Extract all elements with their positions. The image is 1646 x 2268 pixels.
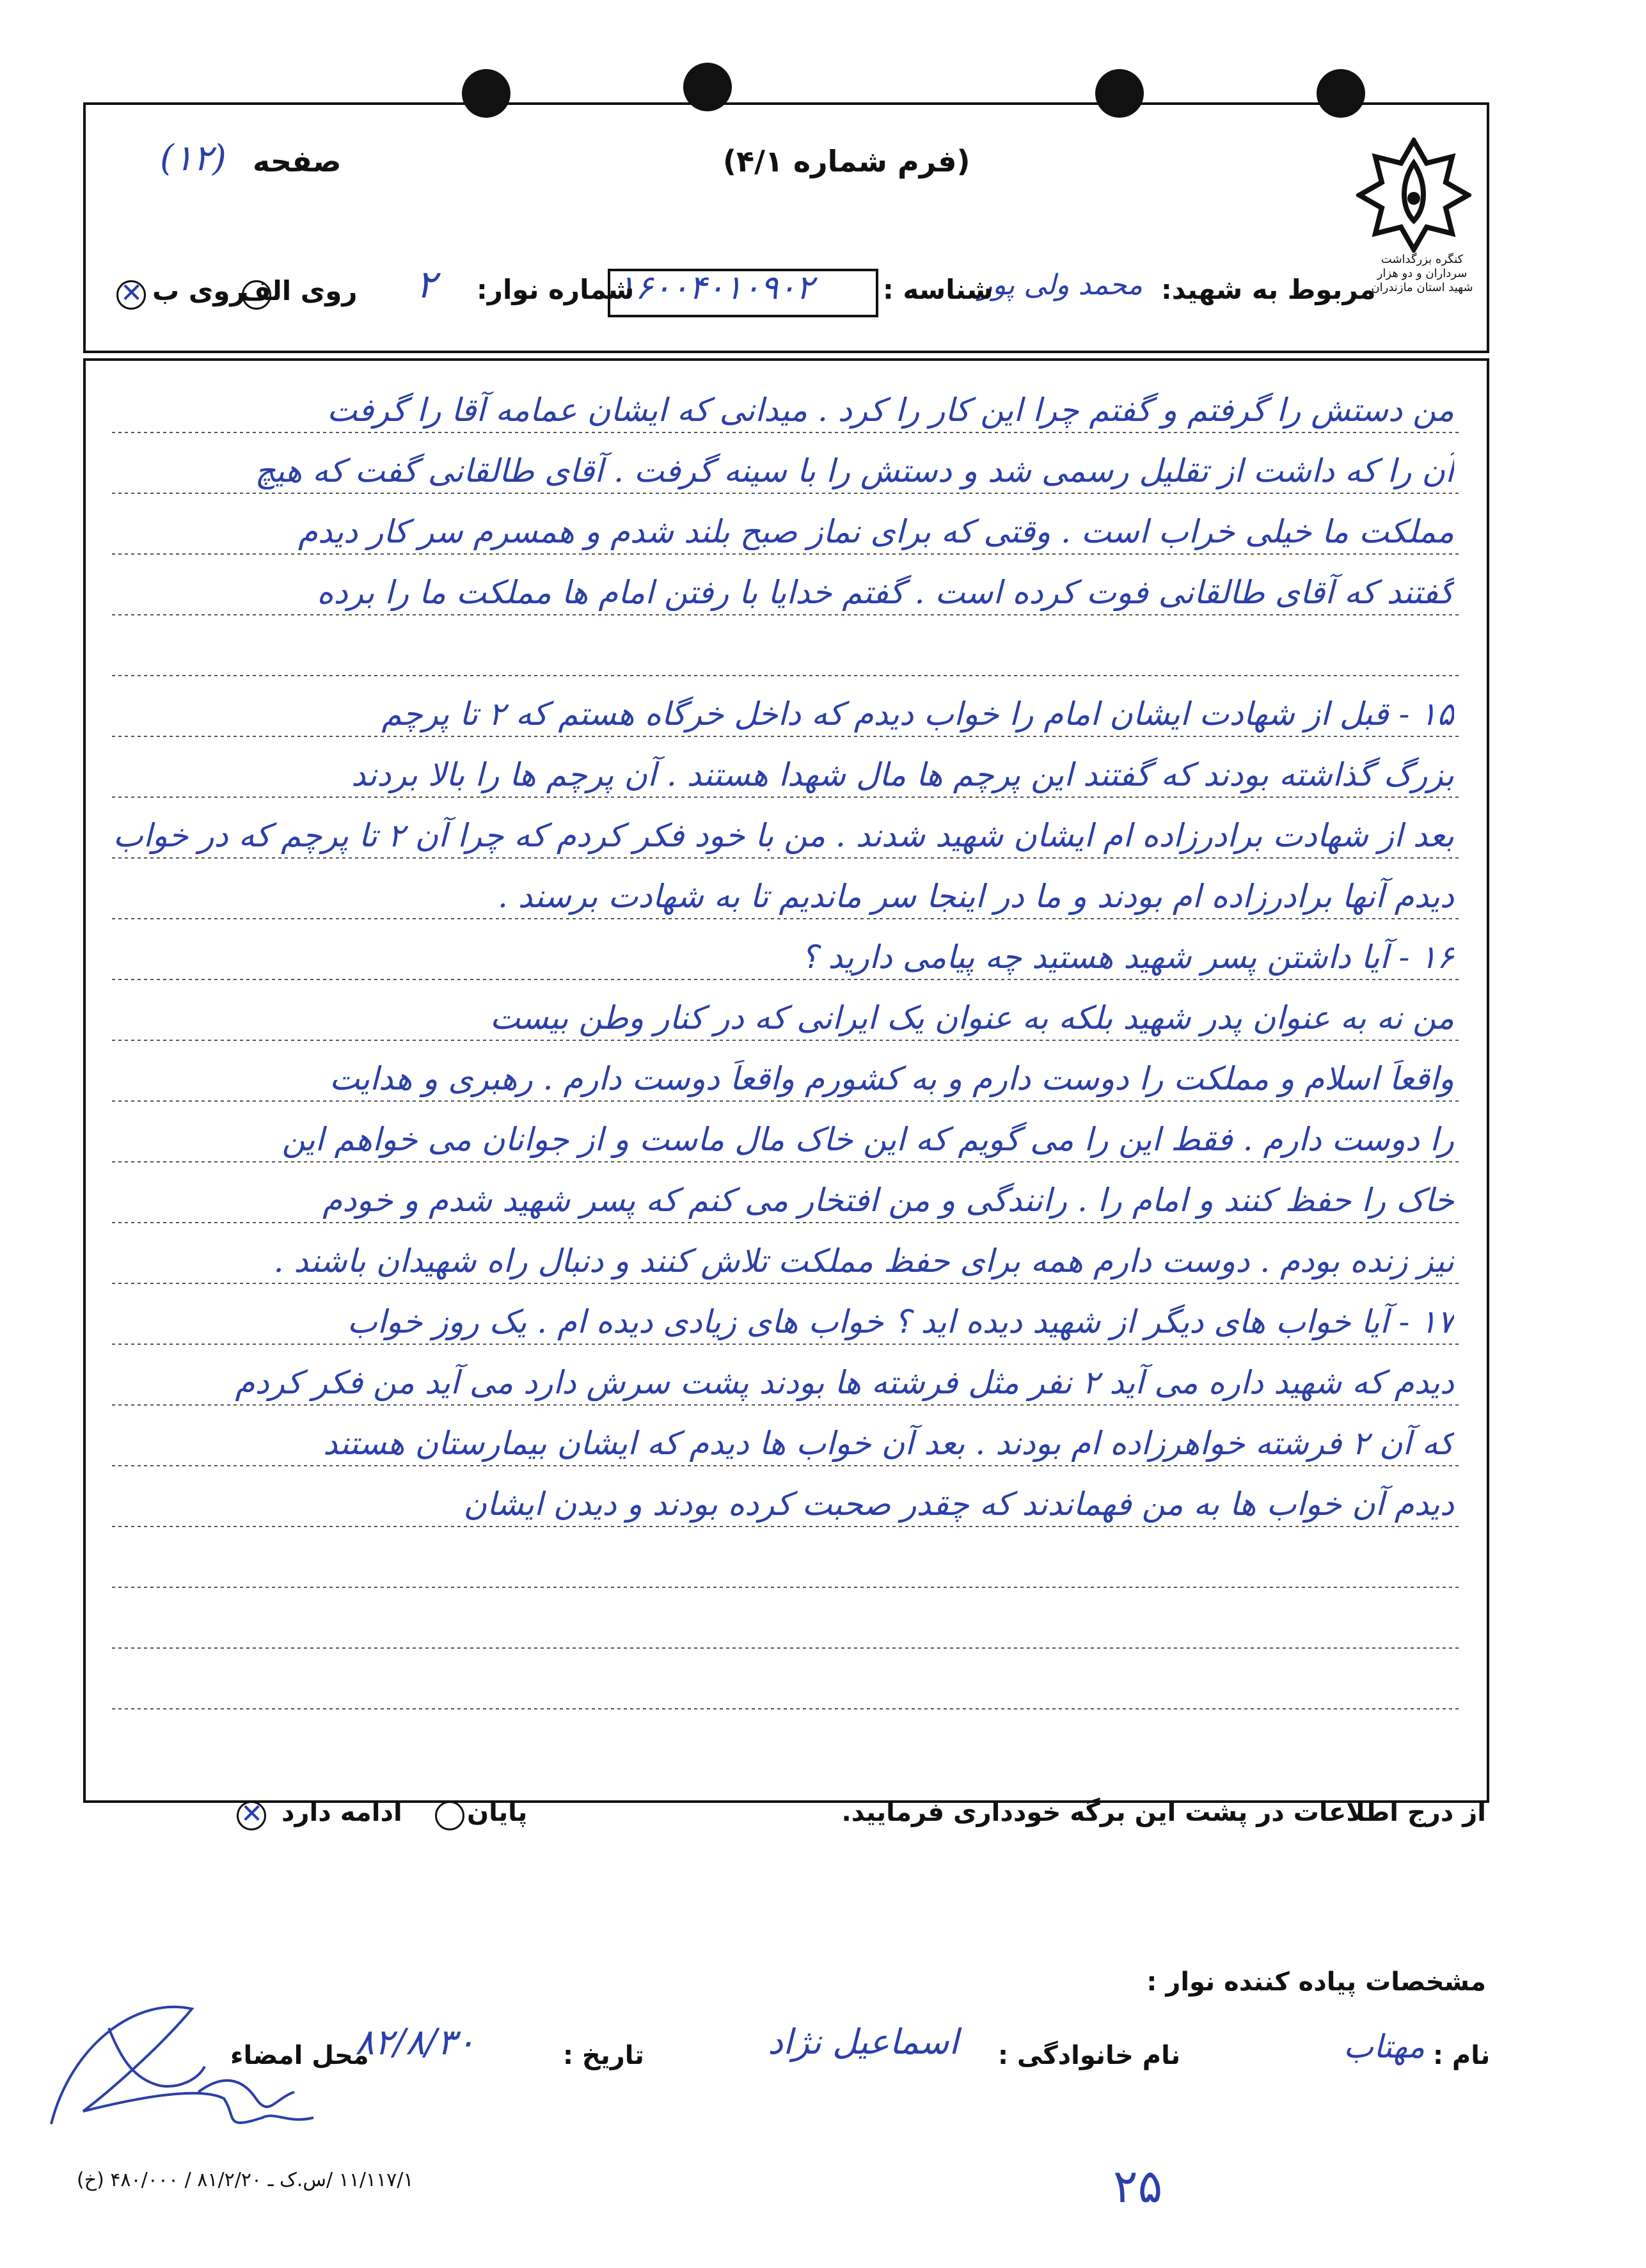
organization-logo	[1356, 138, 1471, 253]
transcript-line: دیدم که شهید داره می آید ۲ نفر مثل فرشته ها بودند پشت سرش دارد می آید من فکر کردم	[235, 1364, 1454, 1401]
page-label: صفحه	[253, 144, 342, 178]
id-label: شناسه :	[883, 274, 993, 305]
transcript-line: واقعاً اسلام و مملکت را دوست دارم و به کشورم واقعاً دوست دارم . رهبری و هدایت	[329, 1060, 1454, 1097]
ruled-line	[112, 1465, 1462, 1466]
ruled-line	[112, 1100, 1462, 1102]
transcript-line: من دستش را گرفتم و گفتم چرا این کار را کرد . میدانی که ایشان عمامه آقا را گرفت	[327, 392, 1454, 429]
transcript-line: دیدم آنها برادرزاده ام بودند و ما در اینجا سر ماندیم تا به شهادت برسند .	[497, 878, 1454, 915]
form-title: (فرم شماره ۴/۱)	[723, 144, 970, 178]
logo-emblem-icon	[1356, 138, 1471, 253]
ruled-line	[112, 1040, 1462, 1041]
ruled-line	[112, 979, 1462, 980]
ruled-line	[112, 1587, 1462, 1588]
signature	[32, 1971, 352, 2150]
side-b-label: روی ب	[152, 275, 246, 306]
signature-scribble-icon	[32, 1971, 352, 2150]
ruled-line	[112, 1708, 1462, 1709]
ruled-line	[112, 1526, 1462, 1527]
id-value: ۱۶۰۰۴۰۱۰۹۰۲	[617, 269, 814, 307]
ruled-line	[112, 1283, 1462, 1284]
ruled-line	[112, 797, 1462, 798]
implementer-title: مشخصات پیاده کننده نوار :	[1146, 1967, 1486, 1997]
tape-number-value: ۲	[416, 262, 437, 307]
back-notice: از درج اطلاعات در پشت این برگه خودداری فرمایید.	[841, 1798, 1486, 1827]
transcript-line: ۱۶ - آیا داشتن پسر شهید هستید چه پیامی دارید ؟	[801, 939, 1454, 976]
transcript-line: ۱۷ - آیا خواب های دیگر از شهید دیده اید ؟ خواب های زیادی دیده ام . یک روز خواب	[347, 1303, 1454, 1340]
side-b-radio[interactable]	[116, 280, 146, 310]
transcript-line: را دوست دارم . فقط این را می گویم که این خاک مال ماست و از جوانان می خواهم این	[281, 1121, 1454, 1158]
end-radio[interactable]	[435, 1801, 464, 1830]
form-code: ۱۱/۱۱۷/۱ /س.ک ـ ۸۱/۲/۲۰ / ۴۸۰/۰۰۰ (خ)	[77, 2169, 414, 2191]
transcript-line: دیدم آن خواب ها به من فهماندند که چقدر صحبت کرده بودند و دیدن ایشان	[463, 1486, 1454, 1523]
transcript-line: مملکت ما خیلی خراب است . وقتی که برای نماز صبح بلند شدم و همسرم سر کار دیدم	[297, 513, 1454, 550]
ruled-line	[112, 614, 1462, 615]
transcript-line: من نه به عنوان پدر شهید بلکه به عنوان یک ایرانی که در کنار وطن بیست	[489, 999, 1454, 1036]
ruled-line	[112, 736, 1462, 737]
side-b-option[interactable]	[152, 275, 246, 306]
related-martyr-label: مربوط به شهید:	[1161, 274, 1376, 305]
related-martyr-value: محمد ولی پور	[979, 269, 1143, 301]
end-label: پایان	[467, 1798, 528, 1827]
name-value: مهتاب	[1343, 2028, 1425, 2065]
ruled-line	[112, 493, 1462, 494]
date-value: ۸۲/۸/۳۰	[355, 2022, 476, 2063]
ruled-line	[112, 1404, 1462, 1406]
ruled-line	[112, 1161, 1462, 1162]
date-label: تاریخ :	[563, 2041, 644, 2070]
transcript-line: بعد از شهادت برادرزاده ام ایشان شهید شدند . من با خود فکر کردم که چرا آن ۲ تا پرچم که در خواب	[113, 817, 1454, 854]
ruled-line	[112, 675, 1462, 676]
ruled-line	[112, 1222, 1462, 1223]
transcript-line: آن را که داشت از تقلیل رسمی شد و دستش را با سینه گرفت . آقای طالقانی گفت که هیچ	[255, 452, 1454, 489]
family-label: نام خانوادگی :	[998, 2041, 1181, 2070]
side-a-radio[interactable]	[242, 280, 271, 310]
name-label: نام :	[1433, 2041, 1491, 2070]
side-a-label: روی الف	[240, 275, 358, 306]
continue-label: ادامه دارد	[281, 1798, 402, 1827]
logo-caption: کنگره بزرگداشت سرداران و دو هزار شهید استان مازندران	[1371, 253, 1473, 294]
transcript-line: نیز زنده بودم . دوست دارم همه برای حفظ مملکت تلاش کنند و دنبال راه شهیدان باشند .	[273, 1242, 1454, 1280]
ruled-line	[112, 1344, 1462, 1345]
transcript-line: ۱۵ - قبل از شهادت ایشان امام را خواب دیدم که داخل خرگاه هستم که ۲ تا پرچم	[381, 695, 1454, 733]
ruled-line	[112, 553, 1462, 555]
tape-number-label: شماره نوار:	[477, 274, 635, 305]
transcript-line: که آن ۲ فرشته خواهرزاده ام بودند . بعد آن خواب ها دیدم که ایشان بیمارستان هستند	[323, 1425, 1454, 1462]
sheet-number: ۲۵	[1113, 2159, 1163, 2213]
signature-label: محل امضاء	[230, 2041, 369, 2070]
ruled-line	[112, 432, 1462, 433]
family-value: اسماعیل نژاد	[768, 2022, 959, 2062]
transcript-line: بزرگ گذاشته بودند که گفتند این پرچم ها مال شهدا هستند . آن پرچم ها را بالا بردند	[351, 756, 1454, 793]
page-number: (۱۲)	[160, 138, 226, 179]
transcript-line: گفتند که آقای طالقانی فوت کرده است . گفتم خدایا با رفتن امام ها مملکت ما را برده	[317, 574, 1454, 611]
continue-radio[interactable]	[237, 1801, 266, 1830]
ruled-line	[112, 857, 1462, 859]
ruled-line	[112, 1647, 1462, 1649]
ruled-line	[112, 918, 1462, 919]
transcript-line: خاک را حفظ کنند و امام را . رانندگی و من افتخار می کنم که پسر شهید شدم و خودم	[322, 1182, 1454, 1219]
